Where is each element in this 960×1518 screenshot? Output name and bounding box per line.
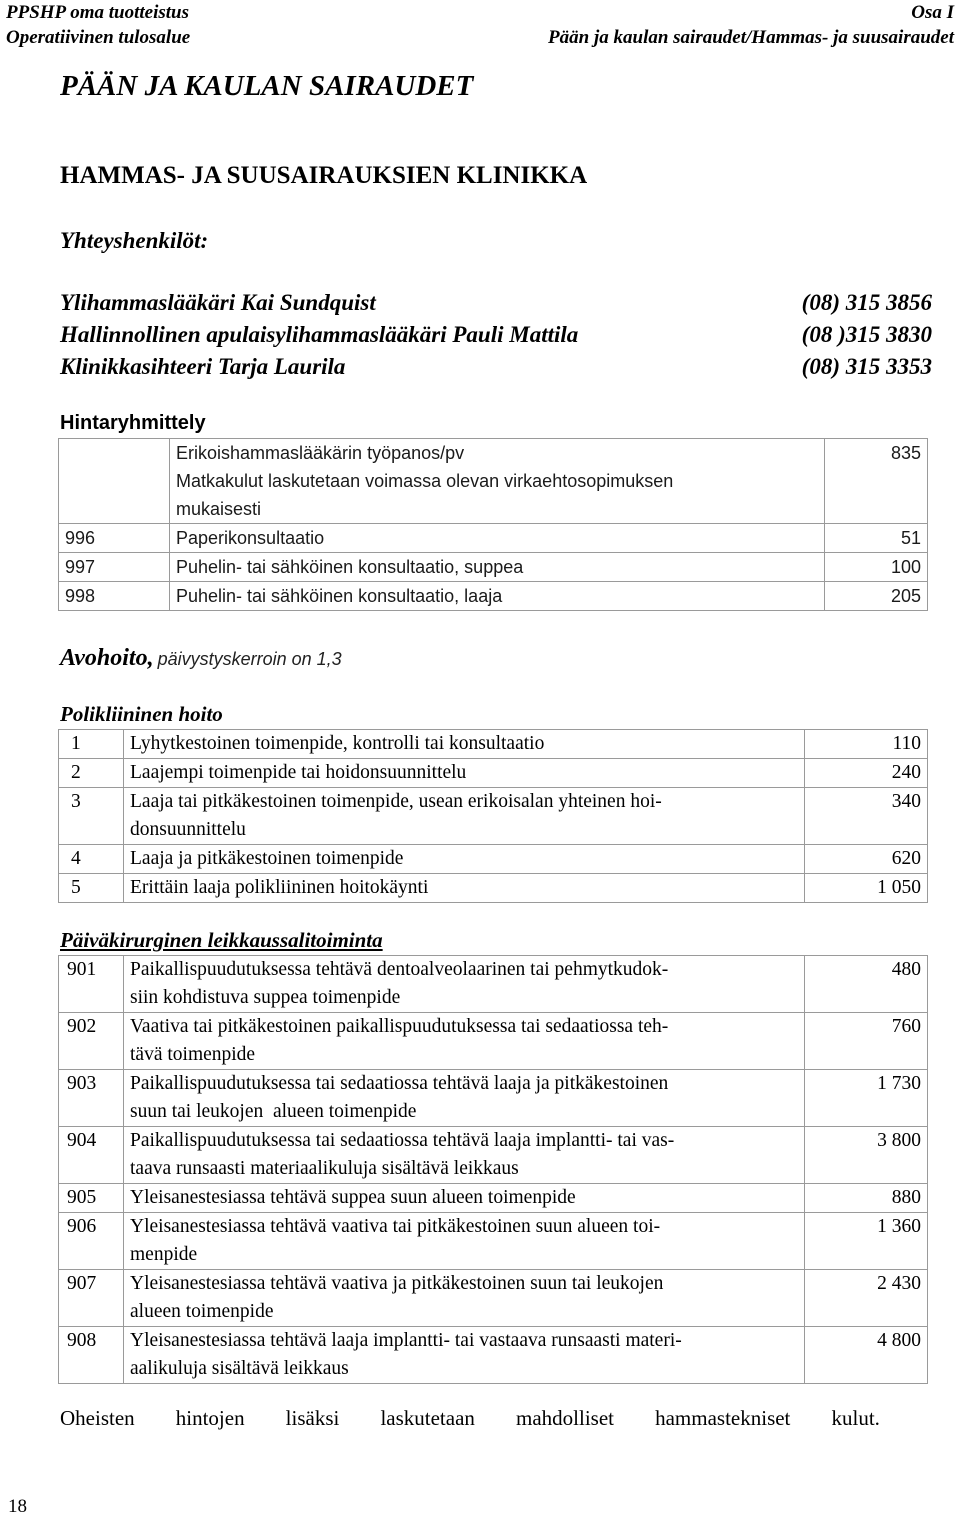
desc-cell	[124, 1013, 805, 1070]
code-cell: 905	[59, 1184, 124, 1213]
table-row	[59, 845, 928, 874]
desc-cell	[124, 1070, 805, 1127]
desc-line: Laaja tai pitkäkestoinen toimenpide, usean erikoisalan yhteinen hoi-	[130, 791, 662, 812]
desc-cell: Erittäin laaja polikliininen hoitokäynti	[124, 874, 805, 903]
header-right-line2: Pään ja kaulan sairaudet/Hammas- ja suusairaudet	[548, 27, 954, 48]
footer-word: mahdolliset	[516, 1406, 614, 1430]
header-left-line1: PPSHP oma tuotteistus	[6, 2, 189, 23]
price-cell: 480	[805, 956, 928, 1013]
desc-cell: Laaja ja pitkäkestoinen toimenpide	[124, 845, 805, 874]
code-cell: 3	[59, 788, 124, 845]
table-row	[59, 788, 928, 845]
desc-cell	[170, 439, 825, 524]
price-cell: 760	[805, 1013, 928, 1070]
table-row	[59, 956, 928, 1013]
desc-line: Paikallispuudutuksessa tai sedaatiossa tehtävä laaja ja pitkäkestoinen	[130, 1073, 669, 1094]
price-cell: 880	[805, 1184, 928, 1213]
contact-phone: (08 )315 3830	[801, 322, 932, 347]
contact-phone: (08) 315 3856	[801, 290, 932, 315]
page-number: 18	[8, 1496, 27, 1517]
desc-line: Yleisanestesiassa tehtävä vaativa tai pitkäkestoinen suun alueen toi-	[130, 1216, 661, 1237]
price-cell: 51	[825, 524, 928, 553]
price-cell: 3 800	[805, 1127, 928, 1184]
code-cell: 5	[59, 874, 124, 903]
desc-cell	[124, 1127, 805, 1184]
desc-line: Yleisanestesiassa tehtävä vaativa ja pitkäkestoinen suun tai leukojen	[130, 1273, 664, 1294]
table-row	[59, 1013, 928, 1070]
desc-line: Matkakulut laskutetaan voimassa olevan virkaehtosopimuksen	[176, 471, 674, 491]
table-row	[59, 1270, 928, 1327]
pricing-table	[58, 438, 928, 611]
desc-cell: Laajempi toimenpide tai hoidonsuunnittelu	[124, 759, 805, 788]
desc-line: donsuunnittelu	[130, 819, 246, 840]
desc-line: aalikuluja sisältävä leikkaus	[130, 1358, 349, 1379]
desc-line: tävä toimenpide	[130, 1044, 256, 1065]
price-cell: 1 360	[805, 1213, 928, 1270]
polyclinic-table	[58, 729, 928, 903]
code-cell: 1	[59, 730, 124, 759]
price-cell: 1 730	[805, 1070, 928, 1127]
header-left-line2: Operatiivinen tulosalue	[6, 27, 191, 48]
desc-line: Paikallispuudutuksessa tai sedaatiossa tehtävä laaja implantti- tai vas-	[130, 1130, 675, 1151]
desc-cell	[124, 788, 805, 845]
code-cell: 906	[59, 1213, 124, 1270]
price-cell: 110	[805, 730, 928, 759]
table-row	[59, 1127, 928, 1184]
header-right-line1: Osa I	[911, 2, 954, 23]
table-row	[59, 524, 928, 553]
contacts-heading: Yhteyshenkilöt:	[60, 228, 209, 253]
desc-cell: Lyhytkestoinen toimenpide, kontrolli tai konsultaatio	[124, 730, 805, 759]
desc-cell: Yleisanestesiassa tehtävä suppea suun alueen toimenpide	[124, 1184, 805, 1213]
price-cell: 240	[805, 759, 928, 788]
table-row	[59, 1184, 928, 1213]
price-cell: 205	[825, 582, 928, 611]
code-cell: 904	[59, 1127, 124, 1184]
desc-line: Erikoishammaslääkärin työpanos/pv	[176, 443, 465, 463]
footer-word: kulut.	[831, 1406, 880, 1430]
contact-name: Hallinnollinen apulaisylihammaslääkäri Pauli Mattila	[60, 322, 579, 347]
daysurgery-table	[58, 955, 928, 1384]
avohoito-main: Avohoito,	[60, 645, 154, 671]
desc-line: mukaisesti	[176, 499, 262, 519]
code-cell: 902	[59, 1013, 124, 1070]
table-row	[59, 874, 928, 903]
desc-cell: Paperikonsultaatio	[170, 524, 825, 553]
footer-word: Oheisten	[60, 1406, 135, 1430]
price-cell: 340	[805, 788, 928, 845]
code-cell: 903	[59, 1070, 124, 1127]
code-cell: 907	[59, 1270, 124, 1327]
price-cell: 4 800	[805, 1327, 928, 1384]
desc-line: Vaativa tai pitkäkestoinen paikallispuudutuksessa tai sedaatiossa teh-	[130, 1016, 669, 1037]
contact-row	[60, 290, 932, 320]
price-cell: 100	[825, 553, 928, 582]
footer-word: hintojen	[175, 1406, 245, 1430]
daysurgery-heading: Päiväkirurginen leikkaussalitoiminta	[60, 928, 383, 952]
table-row	[59, 1327, 928, 1384]
desc-line: alueen toimenpide	[130, 1301, 274, 1322]
contact-row	[60, 322, 932, 352]
code-cell: 998	[59, 582, 170, 611]
price-cell: 1 050	[805, 874, 928, 903]
desc-cell	[124, 1270, 805, 1327]
table-row	[59, 553, 928, 582]
polyclinic-heading: Polikliininen hoito	[60, 702, 223, 726]
page-title: PÄÄN JA KAULAN SAIRAUDET	[60, 70, 474, 102]
desc-line: Yleisanestesiassa tehtävä laaja implantti- tai vastaava runsaasti materi-	[130, 1330, 682, 1351]
footer-note	[60, 1406, 880, 1431]
contact-phone: (08) 315 3353	[801, 354, 932, 379]
desc-cell	[124, 1213, 805, 1270]
code-cell: 908	[59, 1327, 124, 1384]
code-cell: 2	[59, 759, 124, 788]
pricing-heading: Hintaryhmittely	[60, 412, 206, 434]
table-row	[59, 582, 928, 611]
table-row	[59, 759, 928, 788]
desc-line: suun tai leukojen alueen toimenpide	[130, 1101, 417, 1122]
desc-line: siin kohdistuva suppea toimenpide	[130, 987, 401, 1008]
code-cell: 996	[59, 524, 170, 553]
contact-name: Klinikkasihteeri Tarja Laurila	[60, 354, 346, 379]
desc-cell: Puhelin- tai sähköinen konsultaatio, laaja	[170, 582, 825, 611]
contact-row	[60, 354, 932, 384]
code-cell: 997	[59, 553, 170, 582]
code-cell: 4	[59, 845, 124, 874]
desc-cell: Puhelin- tai sähköinen konsultaatio, suppea	[170, 553, 825, 582]
footer-word: hammastekniset	[655, 1406, 791, 1430]
footer-word: lisäksi	[285, 1406, 340, 1430]
desc-cell	[124, 956, 805, 1013]
code-cell	[59, 439, 170, 524]
footer-word: laskutetaan	[380, 1406, 475, 1430]
price-cell: 620	[805, 845, 928, 874]
table-row	[59, 439, 928, 524]
desc-line: Paikallispuudutuksessa tehtävä dentoalveolaarinen tai pehmytkudok-	[130, 959, 669, 980]
contact-name: Ylihammaslääkäri Kai Sundquist	[60, 290, 376, 315]
code-cell: 901	[59, 956, 124, 1013]
desc-line: menpide	[130, 1244, 198, 1265]
table-row	[59, 1213, 928, 1270]
price-cell: 2 430	[805, 1270, 928, 1327]
table-row	[59, 730, 928, 759]
table-row	[59, 1070, 928, 1127]
desc-line: taava runsaasti materiaalikuluja sisältävä leikkaus	[130, 1158, 519, 1179]
avohoito-sub: päivystyskerroin on 1,3	[157, 649, 342, 669]
desc-cell	[124, 1327, 805, 1384]
avohoito-heading	[60, 645, 342, 672]
clinic-heading: HAMMAS- JA SUUSAIRAUKSIEN KLINIKKA	[60, 162, 588, 189]
price-cell: 835	[825, 439, 928, 524]
